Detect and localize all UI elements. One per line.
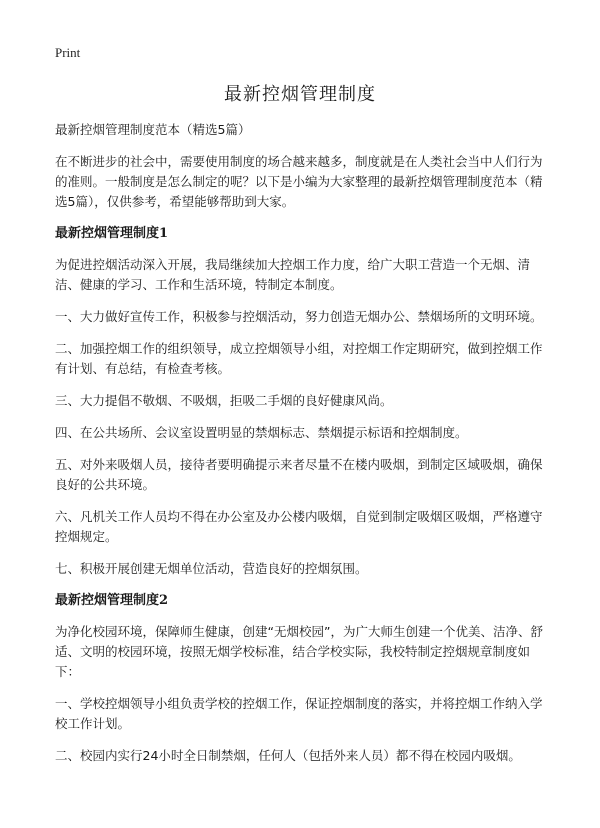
document-subtitle: 最新控烟管理制度范本（精选5篇） <box>55 122 251 137</box>
paragraph: 六、凡机关工作人员均不得在办公室及办公楼内吸烟，自觉到制定吸烟区吸烟，严格遵守控烟规定。 <box>55 509 543 544</box>
document-body <box>55 120 550 778</box>
paragraph: 为促进控烟活动深入开展，我局继续加大控烟工作力度，给广大职工营造一个无烟、清洁、健康的学习、工作和生活环境，特制定本制度。 <box>55 257 531 292</box>
paragraph: 四、在公共场所、会议室设置明显的禁烟标志、禁烟提示标语和控烟制度。 <box>55 425 468 440</box>
paragraph: 为净化校园环境，保障师生健康，创建“无烟校园”，为广大师生创建一个优美、洁净、舒适、文明的校园环境，按照无烟学校标准，结合学校实际，我校特制定控烟规章制度如下： <box>55 624 543 679</box>
section-heading: 最新控烟管理制度2 <box>55 593 169 608</box>
paragraph: 七、积极开展创建无烟单位活动，营造良好的控烟氛围。 <box>55 561 368 576</box>
paragraph: 二、校园内实行24小时全日制禁烟，任何人（包括外来人员）都不得在校园内吸烟。 <box>55 748 521 763</box>
paragraph: 一、大力做好宣传工作，积极参与控烟活动，努力创造无烟办公、禁烟场所的文明环境。 <box>55 309 543 324</box>
paragraph: 五、对外来吸烟人员，接待者要明确提示来者尽量不在楼内吸烟，到制定区域吸烟，确保良好的公共环境。 <box>55 457 543 492</box>
section-1 <box>55 224 550 579</box>
paragraph: 三、大力提倡不敬烟、不吸烟，拒吸二手烟的良好健康风尚。 <box>55 393 393 408</box>
paragraph: 二、加强控烟工作的组织领导，成立控烟领导小组，对控烟工作定期研究，做到控烟工作有计划、有总结，有检查考核。 <box>55 341 543 376</box>
paragraph: 一、学校控烟领导小组负责学校的控烟工作，保证控烟制度的落实，并将控烟工作纳入学校工作计划。 <box>55 696 543 731</box>
section-heading: 最新控烟管理制度1 <box>55 226 169 241</box>
section-2 <box>55 591 550 766</box>
page-title: 最新控烟管理制度 <box>224 84 376 105</box>
intro-paragraph: 在不断进步的社会中，需要使用制度的场合越来越多，制度就是在人类社会当中人们行为的准则。一般制度是怎么制定的呢？以下是小编为大家整理的最新控烟管理制度范本（精选5篇），仅供参考，希望能够帮助到大家。 <box>55 154 543 209</box>
print-link[interactable]: Print <box>55 45 81 60</box>
